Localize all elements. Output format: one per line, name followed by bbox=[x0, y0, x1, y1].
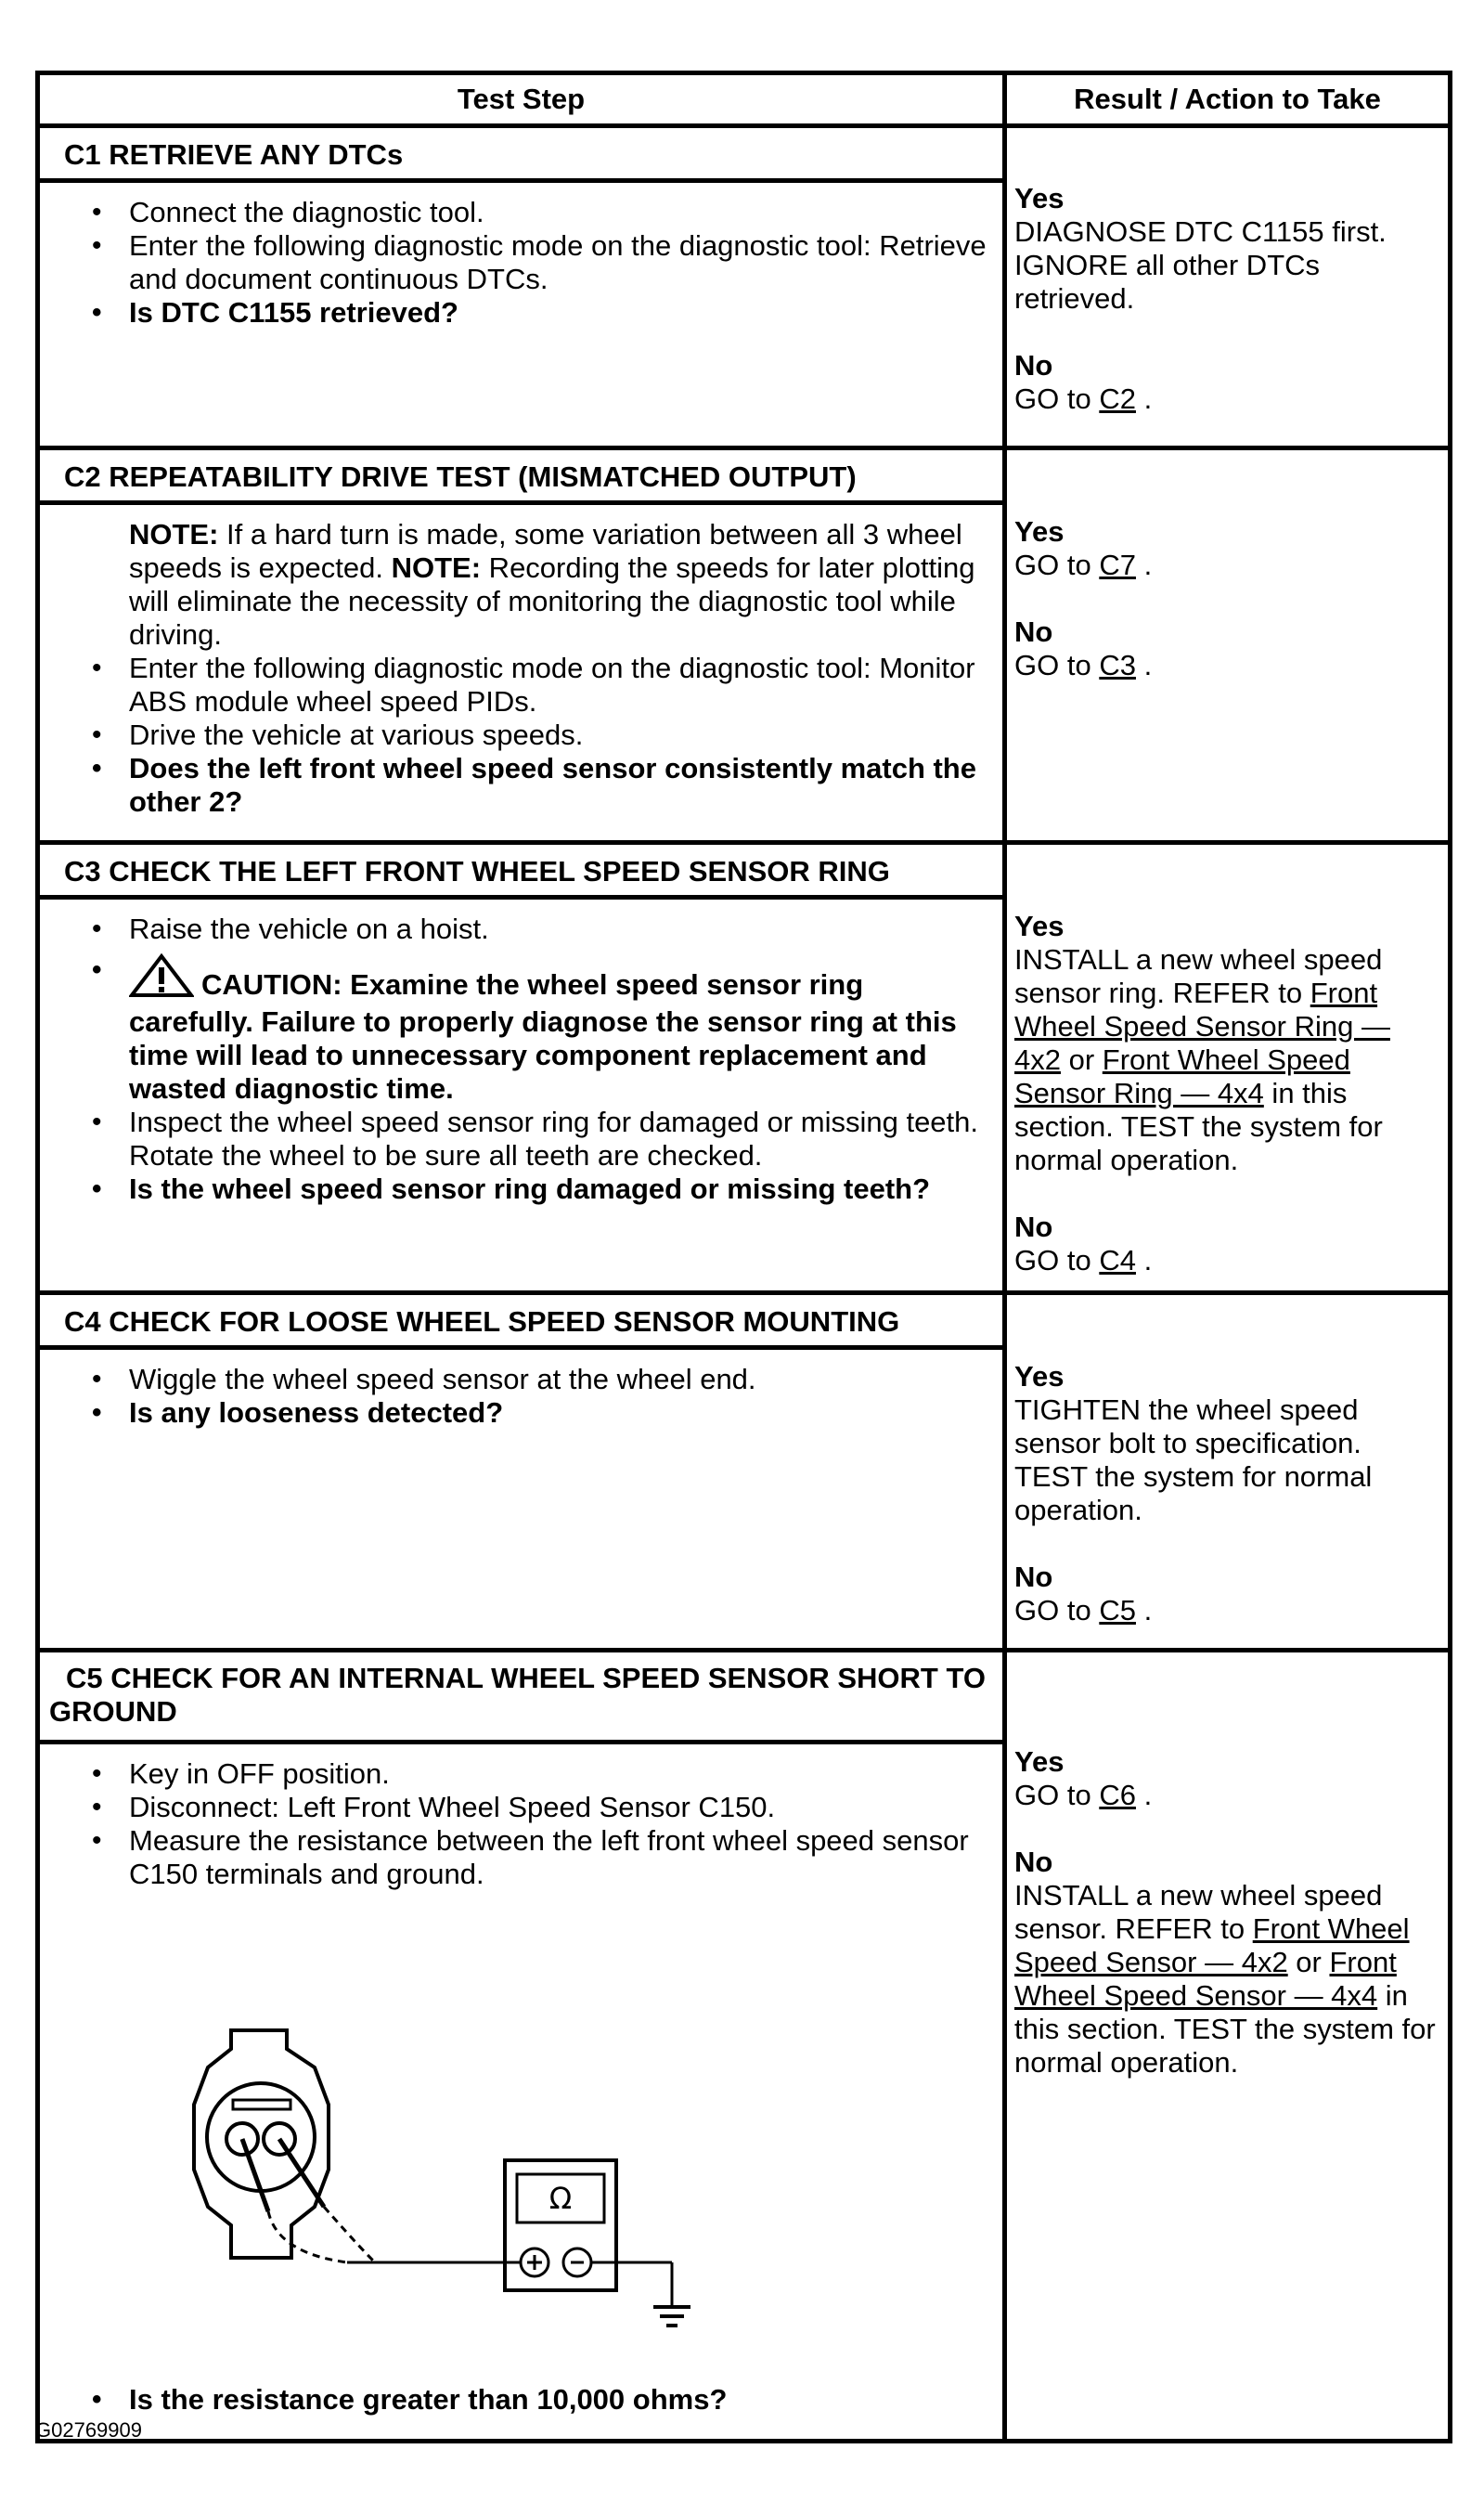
step-c3-title: C3 CHECK THE LEFT FRONT WHEEL SPEED SENSOR RING bbox=[38, 843, 1005, 898]
result-no-action: GO to C2 . bbox=[1014, 382, 1153, 415]
step-c2-body bbox=[38, 503, 1005, 843]
step-c3-body bbox=[38, 898, 1005, 1293]
link-c2[interactable]: C2 bbox=[1099, 382, 1136, 415]
step-c4-body bbox=[38, 1348, 1005, 1651]
step-c2-result bbox=[1005, 448, 1451, 843]
result-no-action: GO to C3 . bbox=[1014, 649, 1153, 681]
result-yes-label: Yes bbox=[1014, 182, 1065, 214]
step-c1-title: C1 RETRIEVE ANY DTCs bbox=[38, 126, 1005, 181]
result-no-label: No bbox=[1014, 1846, 1053, 1878]
result-no-label: No bbox=[1014, 349, 1053, 382]
step-c4-title: C4 CHECK FOR LOOSE WHEEL SPEED SENSOR MOUNTING bbox=[38, 1293, 1005, 1348]
list-item: • Enter the following diagnostic mode on the diagnostic tool: Retrieve and document continuous DTCs. bbox=[92, 229, 991, 296]
result-yes-label: Yes bbox=[1014, 910, 1065, 942]
step-c4-result bbox=[1005, 1293, 1451, 1651]
result-yes-label: Yes bbox=[1014, 515, 1065, 548]
step-c4-title-row bbox=[38, 1293, 1451, 1348]
list-item: • Is the wheel speed sensor ring damaged or missing teeth? bbox=[92, 1173, 991, 1206]
step-c1-body bbox=[38, 181, 1005, 448]
step-c1-title-row bbox=[38, 126, 1451, 181]
note-item: NOTE: If a hard turn is made, some variation between all 3 wheel speeds is expected. NOTE: Recording the speeds for later plotting will eliminate the necessity of monitoring the diagnostic tool while driving. bbox=[129, 518, 975, 651]
result-no-label: No bbox=[1014, 1211, 1053, 1243]
link-front-wheel-speed-sensor-ring-4x4[interactable]: Front Wheel Speed Sensor Ring — 4x4 bbox=[1014, 1043, 1350, 1109]
list-item: • Is any looseness detected? bbox=[92, 1396, 991, 1430]
result-yes-label: Yes bbox=[1014, 1745, 1065, 1778]
list-item: • Wiggle the wheel speed sensor at the wheel end. bbox=[92, 1363, 991, 1396]
link-c5[interactable]: C5 bbox=[1099, 1594, 1136, 1626]
link-c7[interactable]: C7 bbox=[1099, 549, 1136, 581]
link-front-wheel-speed-sensor-ring-4x2[interactable]: Front Wheel Speed Sensor Ring — 4x2 bbox=[1014, 977, 1390, 1076]
table-header-row bbox=[38, 73, 1451, 126]
result-no-action: GO to C4 . bbox=[1014, 1244, 1153, 1276]
result-yes-text: TIGHTEN the wheel speed sensor bolt to specification. TEST the system for normal operation. bbox=[1014, 1393, 1373, 1526]
list-item: • Connect the diagnostic tool. bbox=[92, 196, 991, 229]
step-c5-result bbox=[1005, 1651, 1451, 2442]
list-item: • Is DTC C1155 retrieved? bbox=[92, 296, 991, 330]
list-item: • Enter the following diagnostic mode on the diagnostic tool: Monitor ABS module wheel speed PIDs. bbox=[92, 652, 991, 719]
link-front-wheel-speed-sensor-4x2[interactable]: Front Wheel Speed Sensor — 4x2 bbox=[1014, 1912, 1410, 1978]
ohmmeter-connection-diagram bbox=[175, 2012, 751, 2346]
list-item: • Key in OFF position. bbox=[92, 1757, 991, 1791]
link-c6[interactable]: C6 bbox=[1099, 1779, 1136, 1811]
list-item: • Drive the vehicle at various speeds. bbox=[92, 719, 991, 752]
link-c3[interactable]: C3 bbox=[1099, 649, 1136, 681]
result-no-action: GO to C5 . bbox=[1014, 1594, 1153, 1626]
result-no-text: INSTALL a new wheel speed sensor. REFER to Front Wheel Speed Sensor — 4x2 or Front Wheel Speed Sensor — 4x4 in this section. TEST the system for normal operation. bbox=[1014, 1879, 1436, 2079]
result-yes-text: INSTALL a new wheel speed sensor ring. REFER to Front Wheel Speed Sensor Ring — 4x2 or Front Wheel Speed Sensor Ring — 4x4 in this section. TEST the system for normal operation. bbox=[1014, 943, 1390, 1176]
result-no-label: No bbox=[1014, 1561, 1053, 1593]
result-yes-action: GO to C7 . bbox=[1014, 549, 1153, 581]
ohm-symbol: Ω bbox=[548, 2181, 573, 2216]
step-c2-title: C2 REPEATABILITY DRIVE TEST (MISMATCHED OUTPUT) bbox=[38, 448, 1005, 503]
list-item: • Disconnect: Left Front Wheel Speed Sensor C150. bbox=[92, 1791, 991, 1824]
list-item: • Raise the vehicle on a hoist. bbox=[92, 913, 991, 946]
step-c5-body bbox=[38, 1743, 1005, 2442]
result-yes-action: GO to C6 . bbox=[1014, 1779, 1153, 1811]
result-yes-text: DIAGNOSE DTC C1155 first. IGNORE all other DTCs retrieved. bbox=[1014, 215, 1387, 315]
step-c5-title: C5 CHECK FOR AN INTERNAL WHEEL SPEED SENSOR SHORT TO GROUND bbox=[38, 1651, 1005, 1743]
diagnostic-table bbox=[35, 71, 1452, 2443]
caution-item: • CAUTION: Examine the wheel speed sensor ring carefully. Failure to properly diagnose the sensor ring at this time will lead to unnecessary component replacement and wasted diagnostic time. bbox=[92, 953, 991, 1106]
step-c2-title-row bbox=[38, 448, 1451, 503]
header-result-action: Result / Action to Take bbox=[1005, 73, 1451, 126]
result-yes-label: Yes bbox=[1014, 1360, 1065, 1393]
caution-triangle-icon bbox=[129, 953, 194, 1005]
step-c3-title-row bbox=[38, 843, 1451, 898]
figure-id: G02769909 bbox=[35, 2418, 142, 2442]
list-item: • Does the left front wheel speed sensor consistently match the other 2? bbox=[92, 752, 991, 819]
list-item: • Measure the resistance between the left front wheel speed sensor C150 terminals and ground. bbox=[92, 1824, 991, 1891]
header-test-step: Test Step bbox=[38, 73, 1005, 126]
list-item: • Is the resistance greater than 10,000 ohms? bbox=[92, 2383, 991, 2417]
link-front-wheel-speed-sensor-4x4[interactable]: Front Wheel Speed Sensor — 4x4 bbox=[1014, 1946, 1397, 2012]
step-c5-title-row bbox=[38, 1651, 1451, 1743]
list-item: • Inspect the wheel speed sensor ring for damaged or missing teeth. Rotate the wheel to be sure all teeth are checked. bbox=[92, 1106, 991, 1173]
result-no-label: No bbox=[1014, 616, 1053, 648]
link-c4[interactable]: C4 bbox=[1099, 1244, 1136, 1276]
step-c3-result bbox=[1005, 843, 1451, 1293]
step-c1-result bbox=[1005, 126, 1451, 448]
